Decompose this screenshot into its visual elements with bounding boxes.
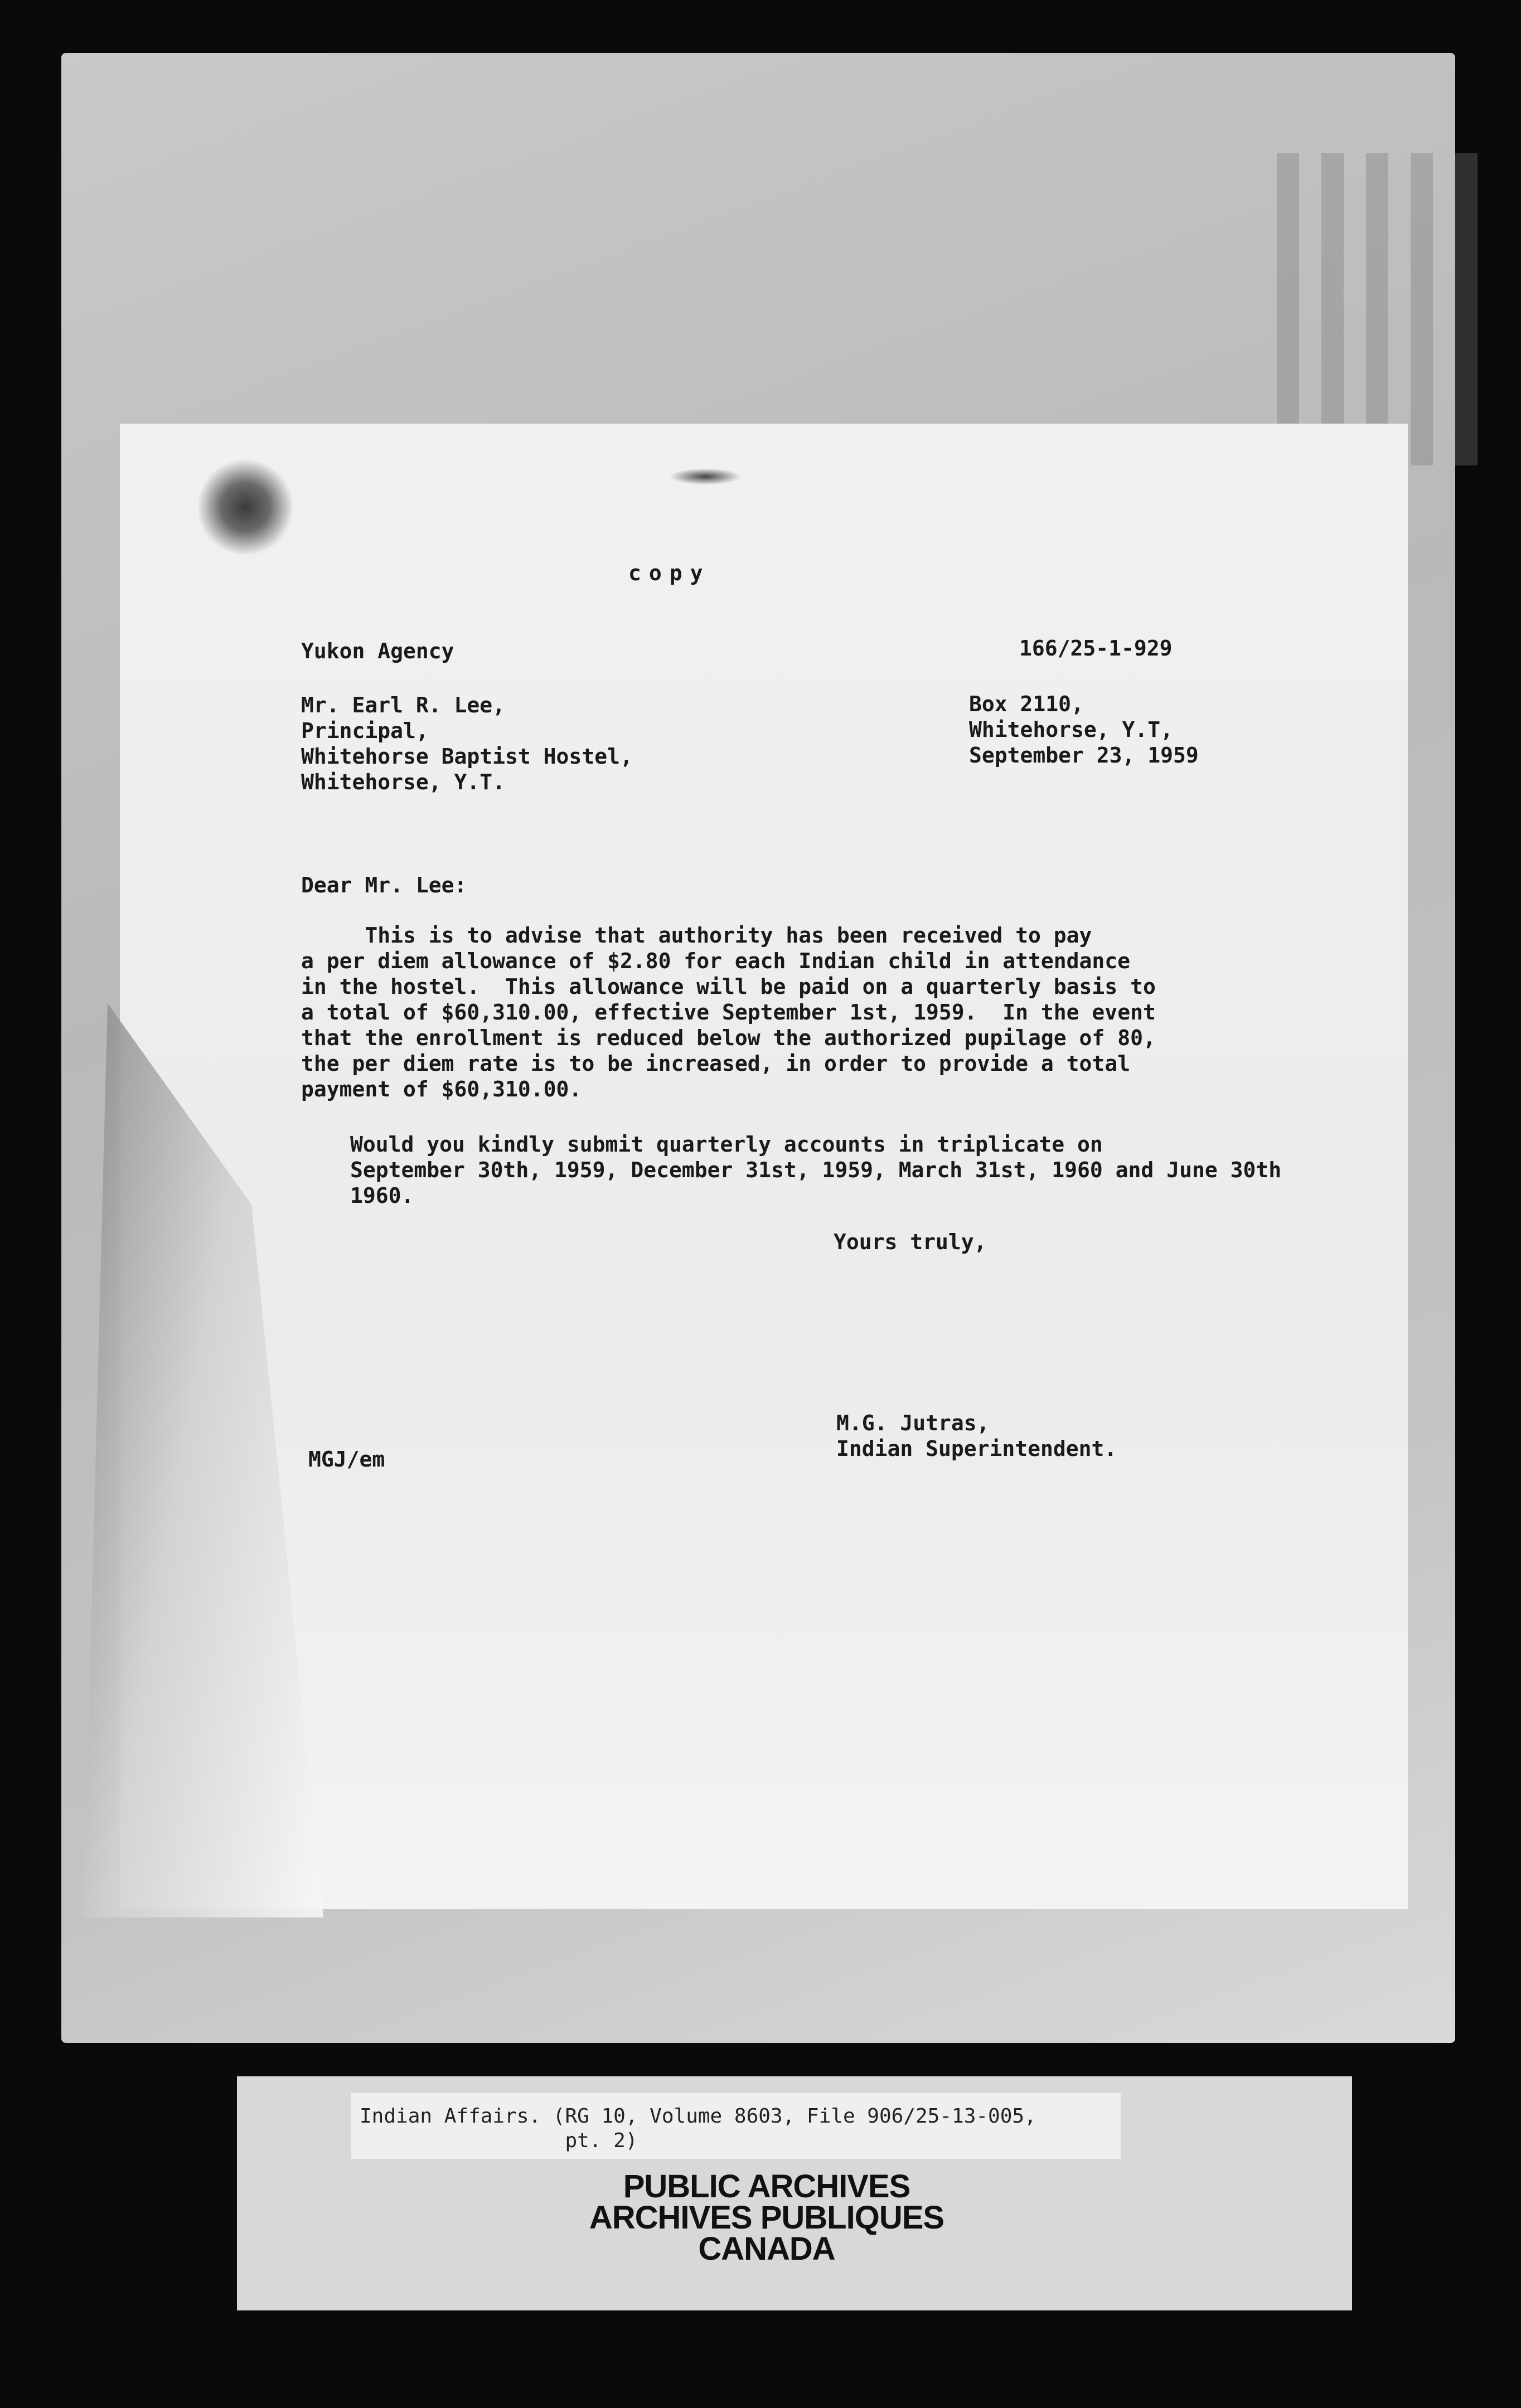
ink-mark [669,468,742,485]
body-paragraph-1: This is to advise that authority has been received to pay a per diem allowance of $2.80 for each Indian child in attendance in the hostel. This allowance will be paid on a quarterly basis to a total of $60,310.00, effective September 1st, 1959. In the event that the enrollment is reduced below the authorized pupilage of 80, the per diem rate is to be increased, in order to provide a total payment of $60,310.00. [301,923,1156,1101]
archive-country: CANADA [698,2231,835,2267]
ink-smudge [198,457,293,557]
agency-name: Yukon Agency [301,639,454,663]
signer-block: M.G. Jutras, Indian Superintendent. [836,1411,1117,1461]
archive-citation: Indian Affairs. (RG 10, Volume 8603, File 906/25-13-005, pt. 2) [360,2105,1036,2152]
typist-initials: MGJ/em [308,1447,385,1472]
archive-name-french: ARCHIVES PUBLIQUES [589,2200,944,2236]
salutation: Dear Mr. Lee: [301,873,467,897]
file-number: 166/25-1-929 [1019,636,1173,661]
faded-stamp-marks [1277,153,1478,465]
body-paragraph-2: Would you kindly submit quarterly accounts in triplicate on September 30th, 1959, December 31st, 1959, March 31st, 1960 and June 30th 1960. [350,1132,1282,1208]
closing: Yours truly, [834,1230,987,1254]
copy-heading: copy [628,561,711,585]
sender-address-date: Box 2110, Whitehorse, Y.T, September 23, 1959 [969,692,1199,768]
archive-name-english: PUBLIC ARCHIVES [623,2168,910,2205]
recipient-address: Mr. Earl R. Lee, Principal, Whitehorse Baptist Hostel, Whitehorse, Y.T. [301,693,633,794]
